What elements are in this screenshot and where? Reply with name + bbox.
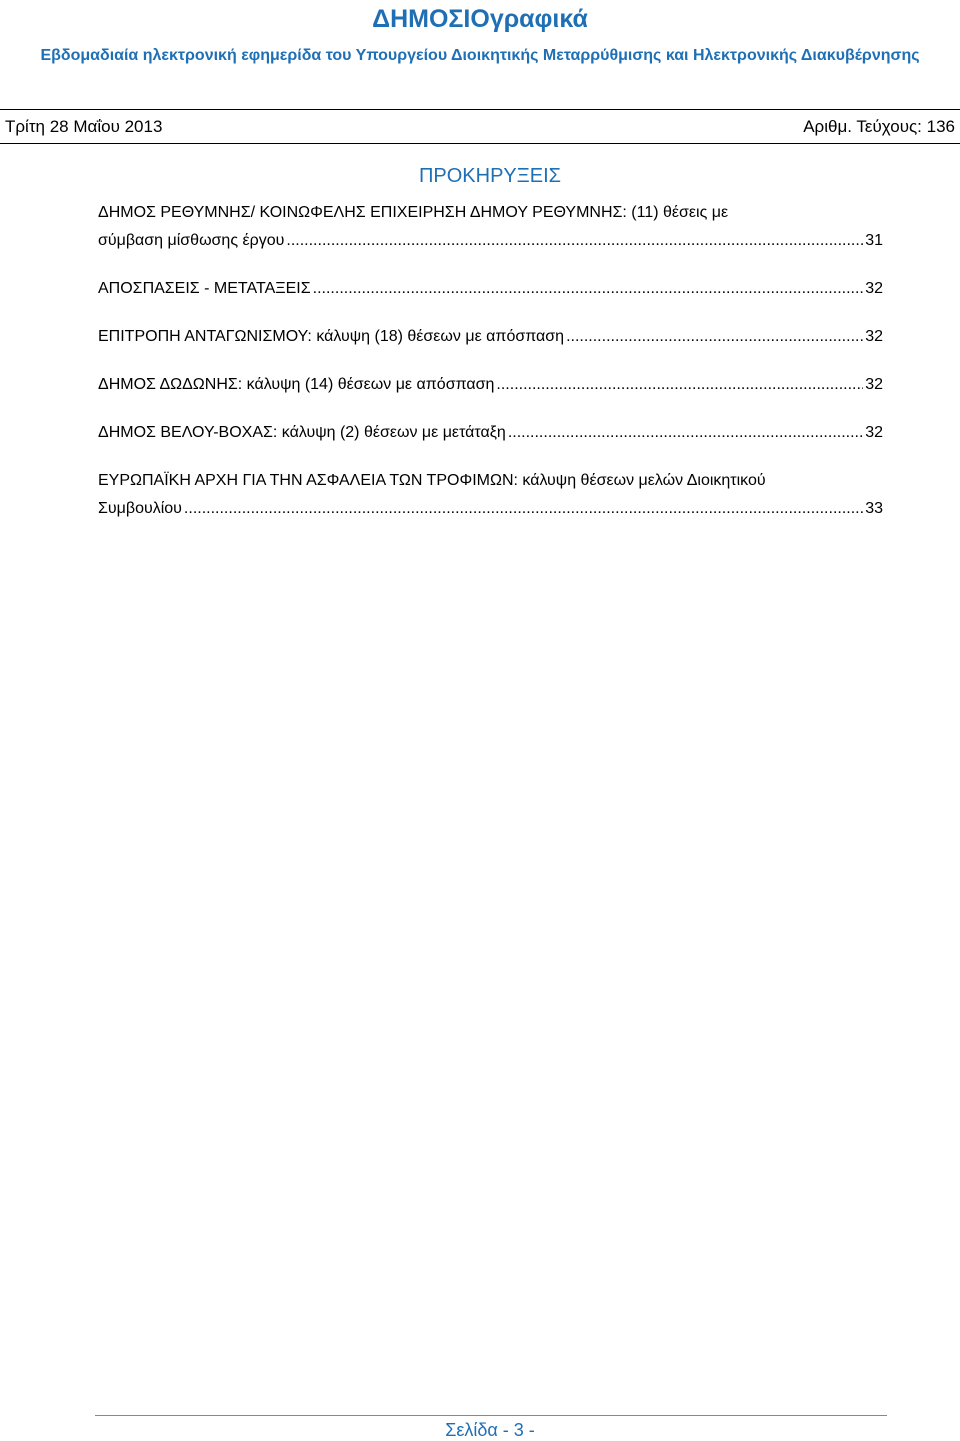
header-divider — [0, 109, 960, 110]
issue-divider — [0, 143, 960, 144]
toc-dot-leader — [184, 495, 863, 523]
issue-bar — [5, 114, 955, 140]
toc-dot-leader — [496, 371, 863, 399]
toc-page-number: 33 — [865, 500, 883, 517]
toc-entry-text: Συμβουλίου — [98, 500, 182, 517]
toc-entry-dimos-dodonis[interactable] — [98, 371, 883, 399]
toc-entry-line — [98, 275, 883, 303]
toc-entry-text: ΔΗΜΟΣ ΒΕΛΟΥ-ΒΟΧΑΣ: κάλυψη (2) θέσεων με μετάταξη — [98, 424, 506, 441]
toc-entry-text: ΕΠΙΤΡΟΠΗ ΑΝΤΑΓΩΝΙΣΜΟΥ: κάλυψη (18) θέσεων με απόσπαση — [98, 328, 565, 345]
table-of-contents — [98, 199, 883, 543]
toc-dot-leader — [566, 323, 863, 351]
footer-divider — [95, 1415, 887, 1416]
toc-entry-text: σύμβαση μίσθωσης έργου — [98, 232, 285, 249]
masthead-subtitle: Εβδομαδιαία ηλεκτρονική εφημερίδα του Υπουργείου Διοικητικής Μεταρρύθμισης και Ηλεκτρονικής Διακυβέρνησης — [40, 47, 920, 64]
toc-entry-line — [98, 495, 883, 523]
toc-page-number: 32 — [865, 376, 883, 393]
toc-entry-line — [98, 323, 883, 351]
section-heading: ΠΡΟΚΗΡΥΞΕΙΣ — [418, 165, 562, 187]
toc-entry-line — [98, 371, 883, 399]
toc-entry-first-line: ΕΥΡΩΠΑΪΚΗ ΑΡΧΗ ΓΙΑ ΤΗΝ ΑΣΦΑΛΕΙΑ ΤΩΝ ΤΡΟΦΙΜΩΝ: κάλυψη θέσεων μελών Διοικητικού — [98, 472, 766, 489]
footer-page-number: Σελίδα - 3 - — [445, 1420, 535, 1440]
toc-dot-leader — [286, 227, 863, 255]
toc-entry-rethymno[interactable] — [98, 199, 883, 255]
toc-entry-apospaseis[interactable] — [98, 275, 883, 303]
toc-page-number: 32 — [865, 280, 883, 297]
toc-entry-line — [98, 227, 883, 255]
toc-entry-text: ΑΠΟΣΠΑΣΕΙΣ - ΜΕΤΑΤΑΞΕΙΣ — [98, 280, 311, 297]
toc-dot-leader — [313, 275, 864, 303]
toc-entry-efsa[interactable] — [98, 467, 883, 523]
issue-number: Αριθμ. Τεύχους: 136 — [803, 117, 955, 136]
toc-page-number: 31 — [865, 232, 883, 249]
toc-entry-epitropi-antagonismou[interactable] — [98, 323, 883, 351]
toc-entry-first-line: ΔΗΜΟΣ ΡΕΘΥΜΝΗΣ/ ΚΟΙΝΩΦΕΛΗΣ ΕΠΙΧΕΙΡΗΣΗ ΔΗΜΟΥ ΡΕΘΥΜΝΗΣ: (11) θέσεις με — [98, 204, 729, 221]
issue-date: Τρίτη 28 Μαΐου 2013 — [5, 117, 163, 136]
toc-dot-leader — [508, 419, 863, 447]
toc-entry-line — [98, 419, 883, 447]
toc-entry-text: ΔΗΜΟΣ ΔΩΔΩΝΗΣ: κάλυψη (14) θέσεων με απόσπαση — [98, 376, 495, 393]
toc-page-number: 32 — [865, 328, 883, 345]
toc-entry-dimos-velou-vochas[interactable] — [98, 419, 883, 447]
toc-page-number: 32 — [865, 424, 883, 441]
masthead-title: ΔΗΜΟΣΙΟγραφικά — [372, 5, 588, 33]
